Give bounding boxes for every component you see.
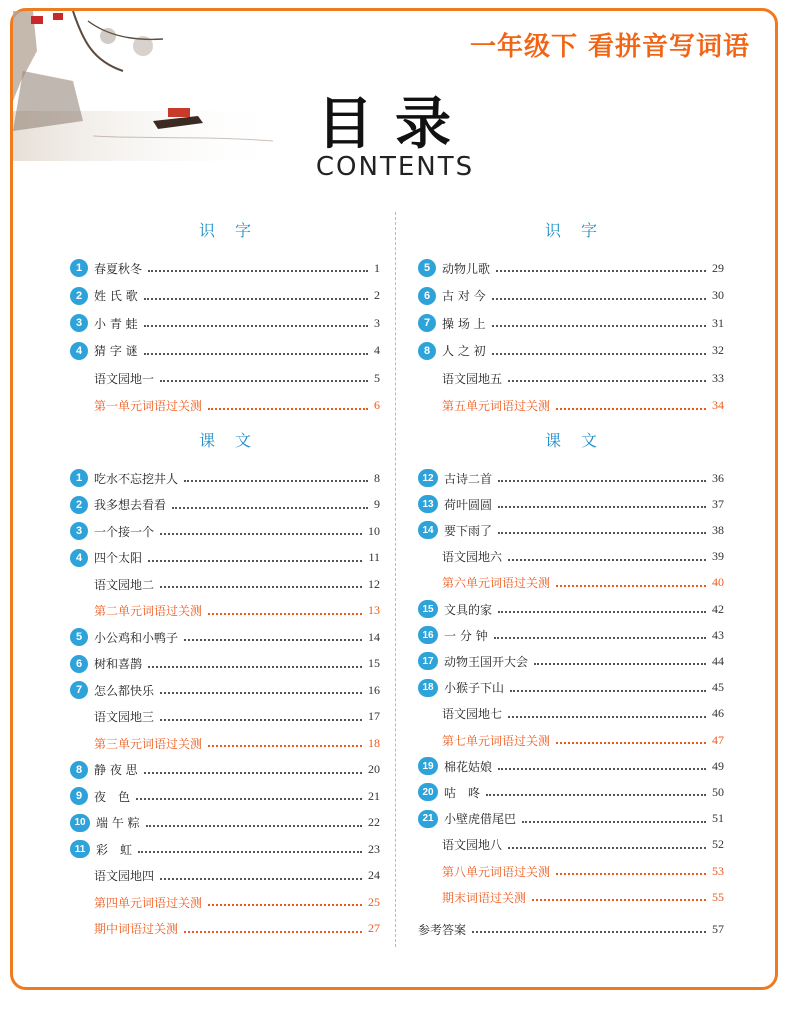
page-number: 36 <box>712 470 724 485</box>
lesson-number-badge: 1 <box>70 469 88 487</box>
toc-entry-title: 猜 字 谜 <box>94 344 138 358</box>
dot-leader <box>508 559 706 561</box>
page-number: 14 <box>368 629 380 644</box>
section-heading: 课文 <box>544 431 617 450</box>
dot-leader <box>138 851 362 853</box>
dot-leader <box>498 532 706 534</box>
page-number: 37 <box>712 496 724 511</box>
page-number: 17 <box>368 709 380 723</box>
toc-entry-title: 静 夜 思 <box>94 763 138 777</box>
lesson-number-badge: 12 <box>418 469 438 487</box>
toc-entry[interactable] <box>418 861 724 881</box>
lesson-number-badge: 11 <box>70 840 90 858</box>
answers-entry[interactable] <box>418 919 724 939</box>
lesson-number-badge: 2 <box>70 287 88 305</box>
dot-leader <box>486 794 706 796</box>
toc-entry[interactable] <box>418 341 724 361</box>
toc-entry-title: 怎么都快乐 <box>94 683 155 698</box>
toc-entry-title: 一个接一个 <box>94 524 155 539</box>
dot-leader <box>184 931 362 933</box>
page-number: 15 <box>368 656 380 670</box>
toc-entry-title: 动物王国开大会 <box>444 654 529 669</box>
dot-leader <box>148 666 362 668</box>
dot-leader <box>508 847 706 849</box>
toc-entry[interactable] <box>418 547 724 567</box>
toc-entry-title: 操 场 上 <box>442 316 486 331</box>
toc-entry-title: 动物儿歌 <box>442 261 491 276</box>
lesson-number-badge: 10 <box>70 814 90 832</box>
dot-leader <box>508 716 706 718</box>
toc-entry-title: 四个太阳 <box>94 551 143 565</box>
toc-entry-title: 语文园地一 <box>94 371 155 386</box>
toc-entry-title: 期中词语过关测 <box>94 922 179 936</box>
dot-leader <box>160 878 362 880</box>
page-number: 12 <box>368 576 380 591</box>
toc-entry-title: 树和喜鹊 <box>94 657 143 671</box>
toc-entry[interactable] <box>418 625 724 645</box>
page-number: 5 <box>374 370 380 385</box>
lesson-number-badge: 8 <box>70 761 88 779</box>
toc-entry-title: 咕 咚 <box>444 785 481 800</box>
toc-entry[interactable] <box>70 313 380 333</box>
toc-entry[interactable] <box>418 678 724 698</box>
toc-entry-title: 古诗二首 <box>444 471 493 486</box>
toc-entry-title: 姓 氏 歌 <box>94 289 138 303</box>
toc-entry[interactable] <box>418 468 724 488</box>
toc-entry[interactable] <box>70 813 380 833</box>
page-number: 38 <box>712 522 724 537</box>
toc-entry-title: 彩 虹 <box>96 842 133 857</box>
toc-entry[interactable] <box>418 573 724 593</box>
dot-leader <box>534 663 706 665</box>
lesson-number-badge: 9 <box>70 787 88 805</box>
toc-entry[interactable] <box>70 866 380 886</box>
lesson-number-badge: 6 <box>70 655 88 673</box>
answers-title: 参考答案 <box>418 922 467 937</box>
page-number: 34 <box>712 398 724 412</box>
dot-leader <box>522 821 706 823</box>
toc-entry-title: 小公鸡和小鸭子 <box>94 630 179 645</box>
toc-entry-title: 期末词语过关测 <box>442 890 527 905</box>
dot-leader <box>144 298 368 300</box>
page-number: 45 <box>712 680 724 695</box>
toc-entry-title: 第八单元词语过关测 <box>442 864 551 879</box>
lesson-number-badge: 15 <box>418 600 438 618</box>
page-number: 32 <box>712 343 724 357</box>
page-number: 46 <box>712 706 724 721</box>
section-heading: 识字 <box>544 221 617 240</box>
dot-leader <box>556 585 706 587</box>
toc-entry[interactable] <box>70 396 380 416</box>
dot-leader <box>556 873 706 875</box>
dot-leader <box>208 613 362 615</box>
lesson-number-badge: 6 <box>418 287 436 305</box>
page-number: 1 <box>374 260 380 275</box>
toc-entry[interactable] <box>418 286 724 306</box>
toc-entry[interactable] <box>418 887 724 907</box>
page-number: 51 <box>712 811 724 826</box>
page-number: 6 <box>374 398 380 412</box>
page-number: 57 <box>712 921 724 936</box>
toc-entry[interactable] <box>418 651 724 671</box>
page-number: 20 <box>368 762 380 776</box>
toc-entry[interactable] <box>70 786 380 806</box>
toc-entry[interactable] <box>70 627 380 647</box>
dot-leader <box>136 798 362 800</box>
page-number: 13 <box>368 603 380 617</box>
page-number: 29 <box>712 260 724 275</box>
dot-leader <box>144 325 368 327</box>
toc-entry-title: 荷叶圆圆 <box>444 497 493 512</box>
toc-entry[interactable] <box>418 704 724 724</box>
dot-leader <box>498 480 706 482</box>
toc-entry-title: 第三单元词语过关测 <box>94 736 203 751</box>
dot-leader <box>208 408 368 410</box>
lesson-number-badge: 1 <box>70 259 88 277</box>
lesson-number-badge: 4 <box>70 342 88 360</box>
toc-entry[interactable] <box>418 313 724 333</box>
page-number: 43 <box>712 627 724 642</box>
toc-entry[interactable] <box>70 468 380 488</box>
toc-entry-title: 小壁虎借尾巴 <box>444 812 517 827</box>
page-number: 23 <box>368 841 380 856</box>
toc-entry[interactable] <box>70 760 380 780</box>
toc-entry-title: 语文园地六 <box>442 550 503 565</box>
dot-leader <box>184 480 368 482</box>
page-number: 40 <box>712 575 724 590</box>
toc-entry-title: 人 之 初 <box>442 344 486 358</box>
dot-leader <box>492 353 706 355</box>
page-number: 53 <box>712 863 724 878</box>
toc-entry[interactable] <box>70 707 380 727</box>
lesson-number-badge: 17 <box>418 652 438 670</box>
lesson-number-badge: 4 <box>70 549 88 567</box>
toc-entry[interactable] <box>70 919 380 939</box>
toc-entry-title: 第四单元词语过关测 <box>94 895 203 910</box>
toc-entry[interactable] <box>70 839 380 859</box>
dot-leader <box>184 639 362 641</box>
toc-entry-title: 文具的家 <box>444 602 493 617</box>
page-number: 10 <box>368 523 380 538</box>
dot-leader <box>160 380 368 382</box>
lesson-number-badge: 18 <box>418 679 438 697</box>
page-number: 27 <box>368 921 380 935</box>
dot-leader <box>160 719 362 721</box>
page-number: 50 <box>712 784 724 799</box>
page-number: 30 <box>712 288 724 302</box>
toc-entry[interactable] <box>70 654 380 674</box>
toc-entry-title: 棉花姑娘 <box>444 759 493 774</box>
toc-entry[interactable] <box>418 368 724 388</box>
toc-entry-title: 小猴子下山 <box>444 681 505 696</box>
toc-entry[interactable] <box>70 680 380 700</box>
page-number: 8 <box>374 470 380 485</box>
lesson-number-badge: 2 <box>70 496 88 514</box>
page-number: 49 <box>712 758 724 773</box>
toc-subtitle: CONTENTS <box>315 152 475 182</box>
page-number: 21 <box>368 788 380 803</box>
toc-entry-title: 第一单元词语过关测 <box>94 399 203 413</box>
toc-entry[interactable] <box>70 286 380 306</box>
lesson-number-badge: 13 <box>418 495 438 513</box>
toc-entry-title: 夜 色 <box>94 789 131 804</box>
page-number: 42 <box>712 601 724 616</box>
dot-leader <box>492 325 706 327</box>
page-number: 24 <box>368 868 380 882</box>
dot-leader <box>146 825 362 827</box>
toc-entry[interactable] <box>70 495 380 515</box>
page-number: 39 <box>712 549 724 564</box>
toc-entry-title: 第二单元词语过关测 <box>94 604 203 618</box>
lesson-number-badge: 5 <box>418 259 436 277</box>
toc-entry-title: 语文园地四 <box>94 869 155 883</box>
dot-leader <box>532 899 706 901</box>
toc-entry[interactable] <box>70 258 380 278</box>
page-number: 33 <box>712 370 724 385</box>
page-number: 55 <box>712 889 724 904</box>
page-number: 11 <box>368 550 380 564</box>
dot-leader <box>556 742 706 744</box>
toc-entry-title: 一 分 钟 <box>444 628 488 643</box>
page-number: 3 <box>374 315 380 330</box>
toc-entry[interactable] <box>70 341 380 361</box>
page-number: 25 <box>368 894 380 909</box>
toc-entry[interactable] <box>418 809 724 829</box>
toc-entry[interactable] <box>70 892 380 912</box>
toc-entry-title: 春夏秋冬 <box>94 261 143 276</box>
page-number: 52 <box>712 837 724 852</box>
toc-entry[interactable] <box>418 599 724 619</box>
toc-entry[interactable] <box>70 548 380 568</box>
toc-entry[interactable] <box>418 258 724 278</box>
toc-entry-title: 语文园地八 <box>442 838 503 853</box>
toc-entry[interactable] <box>418 730 724 750</box>
dot-leader <box>148 560 362 562</box>
dot-leader <box>496 270 706 272</box>
dot-leader <box>494 637 706 639</box>
lesson-number-badge: 3 <box>70 522 88 540</box>
toc-entry-title: 吃水不忘挖井人 <box>94 471 179 486</box>
dot-leader <box>472 931 706 933</box>
dot-leader <box>172 507 368 509</box>
toc-entry-title: 小 青 蛙 <box>94 316 138 331</box>
page-number: 47 <box>712 732 724 747</box>
dot-leader <box>160 586 362 588</box>
dot-leader <box>510 690 706 692</box>
toc-entry[interactable] <box>418 835 724 855</box>
toc-entry[interactable] <box>70 574 380 594</box>
lesson-number-badge: 16 <box>418 626 438 644</box>
dot-leader <box>144 772 362 774</box>
dot-leader <box>498 611 706 613</box>
lesson-number-badge: 7 <box>418 314 436 332</box>
dot-leader <box>498 506 706 508</box>
dot-leader <box>556 408 706 410</box>
toc-entry[interactable] <box>418 494 724 514</box>
dot-leader <box>208 904 362 906</box>
toc-entry[interactable] <box>70 521 380 541</box>
lesson-number-badge: 14 <box>418 521 438 539</box>
page-number: 31 <box>712 315 724 330</box>
page-number: 4 <box>374 343 380 357</box>
toc-title: 目录 <box>317 92 473 157</box>
toc-entry-title: 语文园地五 <box>442 371 503 386</box>
toc-entry[interactable] <box>70 368 380 388</box>
lesson-number-badge: 3 <box>70 314 88 332</box>
section-heading: 课文 <box>198 431 271 450</box>
dot-leader <box>498 768 706 770</box>
lesson-number-badge: 21 <box>418 810 438 828</box>
toc-entry[interactable] <box>70 601 380 621</box>
lesson-number-badge: 8 <box>418 342 436 360</box>
page-number: 18 <box>368 735 380 750</box>
page-number: 16 <box>368 682 380 697</box>
toc-entry-title: 第五单元词语过关测 <box>442 399 551 413</box>
toc-entry-title: 语文园地三 <box>94 710 155 724</box>
toc-entry[interactable] <box>418 520 724 540</box>
column-divider <box>395 212 396 947</box>
toc-entry-title: 端 午 粽 <box>96 816 140 830</box>
dot-leader <box>208 745 362 747</box>
lesson-number-badge: 20 <box>418 783 438 801</box>
toc-entry[interactable] <box>418 782 724 802</box>
toc-entry[interactable] <box>418 396 724 416</box>
lesson-number-badge: 7 <box>70 681 88 699</box>
toc-entry[interactable] <box>418 756 724 776</box>
toc-entry[interactable] <box>70 733 380 753</box>
toc-entry-title: 第七单元词语过关测 <box>442 733 551 748</box>
dot-leader <box>144 353 368 355</box>
toc-entry-title: 语文园地二 <box>94 577 155 592</box>
lesson-number-badge: 5 <box>70 628 88 646</box>
toc-entry-title: 古 对 今 <box>442 289 486 303</box>
dot-leader <box>148 270 368 272</box>
toc-entry-title: 要下雨了 <box>444 523 493 538</box>
toc-entry-title: 我多想去看看 <box>94 498 167 512</box>
dot-leader <box>160 533 362 535</box>
page-number: 2 <box>374 288 380 302</box>
dot-leader <box>160 692 362 694</box>
toc-entry-title: 第六单元词语过关测 <box>442 576 551 591</box>
header-title: 一年级下 看拼音写词语 <box>469 32 750 62</box>
section-heading: 识字 <box>198 221 271 240</box>
dot-leader <box>492 298 706 300</box>
page-number: 9 <box>374 497 380 511</box>
page-number: 44 <box>712 653 724 668</box>
lesson-number-badge: 19 <box>418 757 438 775</box>
page-number: 22 <box>368 815 380 829</box>
dot-leader <box>508 380 706 382</box>
toc-entry-title: 语文园地七 <box>442 707 503 722</box>
